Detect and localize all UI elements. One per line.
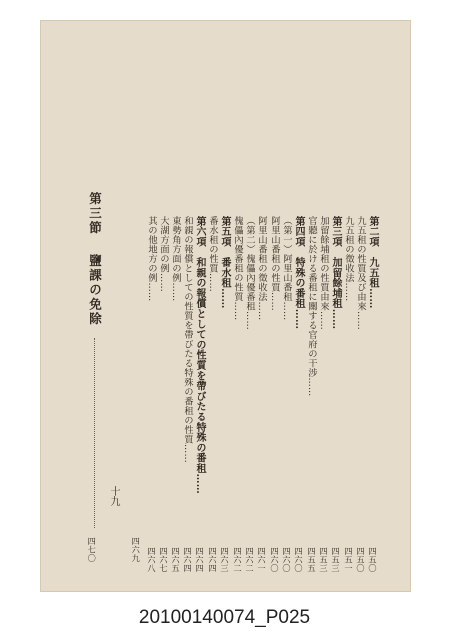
entry-text: 第三項 加留餘埔租…… xyxy=(330,216,341,330)
entry-page: 四五〇 xyxy=(368,546,378,572)
entry-page: 四五五 xyxy=(307,546,317,572)
entry-page: 四六三 xyxy=(220,546,230,572)
entry-text: 九五租の性質及び由來…… xyxy=(355,216,366,330)
entry-text: 東勢角方面の例…… xyxy=(170,216,181,302)
entry-page: 四六一 xyxy=(257,546,267,572)
book-page xyxy=(40,20,411,592)
page-folio: 十九 xyxy=(108,486,119,507)
toc-entry xyxy=(328,216,340,572)
toc-entry xyxy=(254,216,266,572)
toc-entry xyxy=(267,216,279,572)
toc-entry xyxy=(192,216,204,572)
entry-page: 四六二 xyxy=(233,546,243,572)
entry-text: 傀儡內優番租の性質…… xyxy=(232,216,243,321)
toc-entry xyxy=(156,216,168,572)
entry-text: 其の他地方の例…… xyxy=(146,216,157,302)
toc-entry xyxy=(365,216,377,572)
section-label: 第三節 xyxy=(87,192,103,236)
entry-text: 九五租の徵收法…… xyxy=(343,216,354,302)
toc-entry xyxy=(353,216,365,572)
entry-page: 四六四 xyxy=(195,546,205,572)
entry-page: 四六〇 xyxy=(270,546,280,572)
entry-text: （第一）阿里山番租…… xyxy=(281,216,292,321)
entry-page: 四五〇 xyxy=(356,546,366,572)
image-caption: 20100140074_P025 xyxy=(138,607,311,628)
toc-entry xyxy=(217,216,229,572)
entry-page: 四六四 xyxy=(208,546,218,572)
toc-entry xyxy=(168,216,180,572)
toc-entry xyxy=(230,216,242,572)
toc-entry xyxy=(304,216,316,572)
entry-page: 四六八 xyxy=(147,546,157,572)
entry-text: 和親の報償としての性質を帶びたる特殊の番租の性質…… xyxy=(182,216,193,463)
entry-text: （第二）傀儡內優番租…… xyxy=(244,216,255,330)
toc-entry xyxy=(144,216,156,572)
toc-entry xyxy=(316,216,328,572)
section-leader xyxy=(94,338,95,528)
toc-entry xyxy=(291,216,303,572)
entry-page: 四六〇 xyxy=(282,546,292,572)
toc-entry xyxy=(341,216,353,572)
entry-text: 第六項 和親の報償としての性質を帶びたる特殊の番租…… xyxy=(194,216,205,495)
toc-entry xyxy=(180,216,192,572)
section-page: 四七〇 xyxy=(87,537,98,563)
entry-page: 四五三 xyxy=(331,546,341,572)
entry-page: 四六四 xyxy=(183,546,193,572)
entry-text: 番水租の性質…… xyxy=(207,216,218,292)
entry-text: 阿里山番租の性質…… xyxy=(269,216,280,311)
entry-page: 四六二 xyxy=(245,546,255,572)
toc-entry xyxy=(242,216,254,572)
entry-text: 第四項 特殊の番租…… xyxy=(293,216,304,330)
toc-entry xyxy=(279,216,291,572)
entry-page: 四六七 xyxy=(159,546,169,572)
entry-page: 四六〇 xyxy=(294,546,304,572)
entry-text: 第二項 九五租…… xyxy=(367,216,378,309)
toc-entry xyxy=(205,216,217,572)
entry-page: 四五一 xyxy=(344,546,354,572)
entry-text: 大湖方面の例…… xyxy=(158,216,169,292)
entry-page: 四六九 xyxy=(131,537,142,563)
entry-page: 四六五 xyxy=(171,546,181,572)
entry-page: 四五三 xyxy=(319,546,329,572)
entry-text: 第五項 番水租…… xyxy=(219,216,230,309)
entry-text: 加留餘埔租の性質由來…… xyxy=(318,216,329,330)
entry-text: 阿里山番租の徵收法…… xyxy=(256,216,267,321)
section-title: 鹽課の免除 xyxy=(87,254,103,327)
entry-text: 官聽に於ける番租に關する官府の干涉…… xyxy=(306,216,317,397)
